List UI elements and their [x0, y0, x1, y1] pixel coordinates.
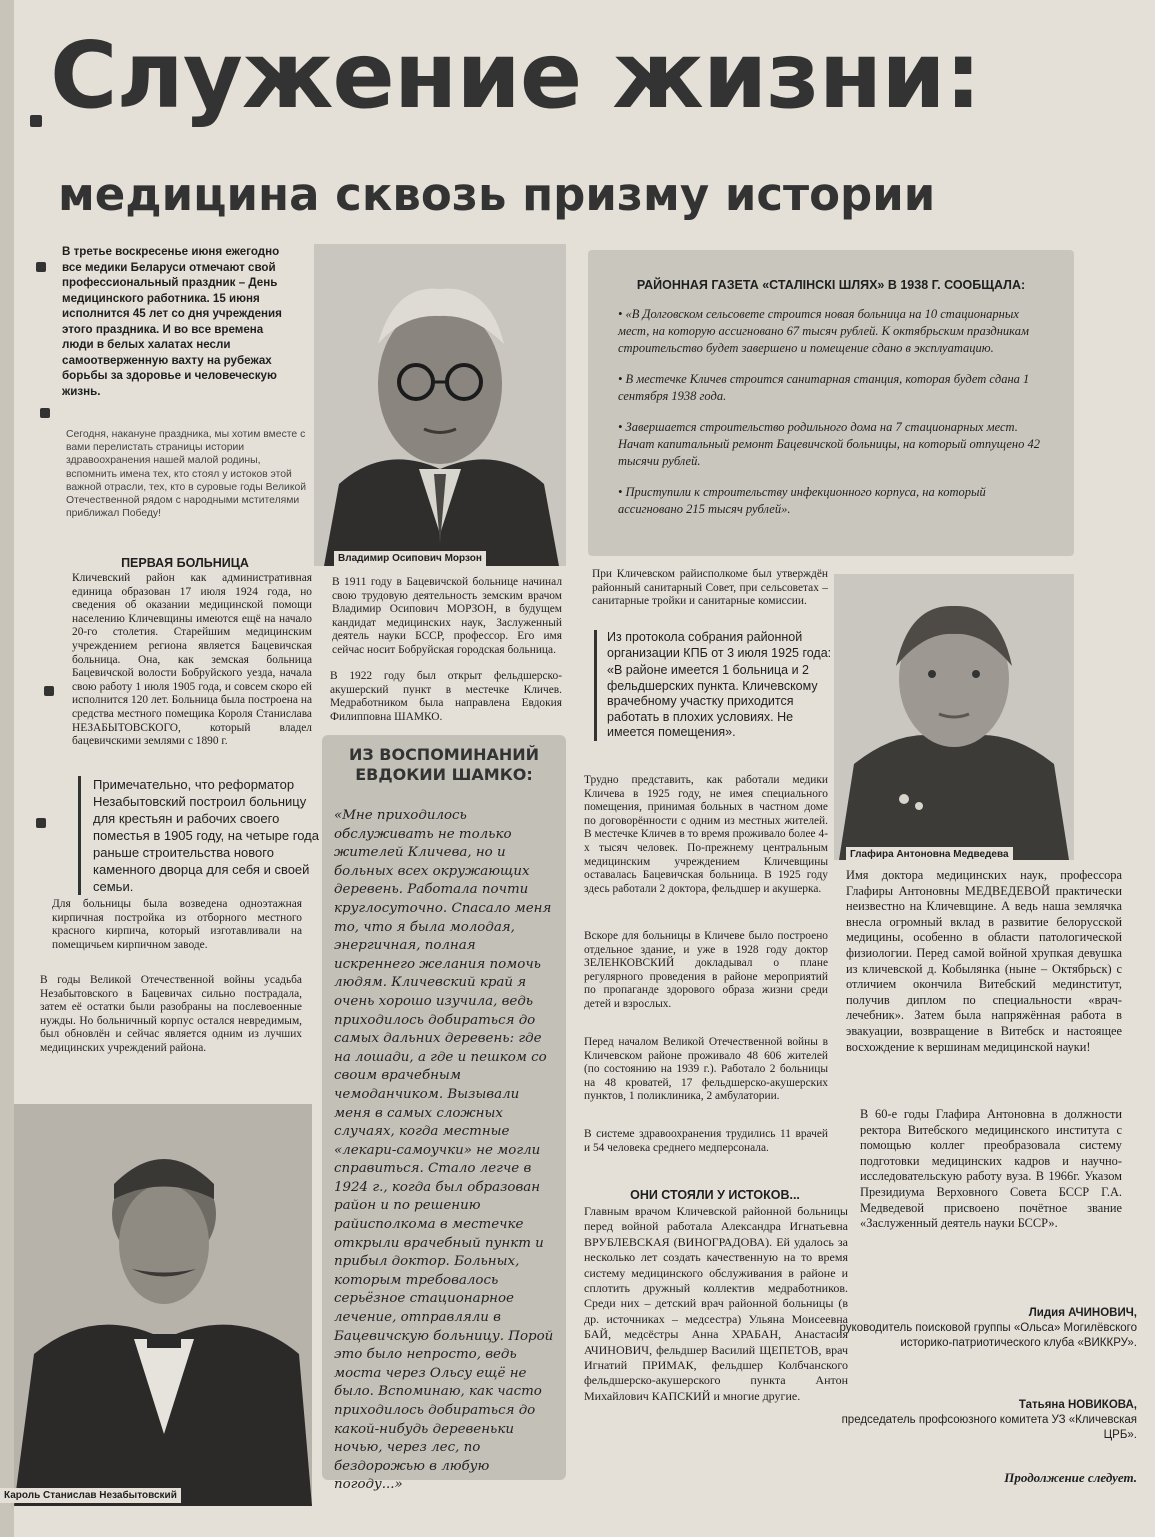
adjacent-page-edge [0, 0, 14, 1537]
newsbox-item: • Завершается строительство родильного дома на 7 стационарных мест. Начат капитальный ремонт Бацевичской больницы, на который отпущено 42 тысячи рублей. [618, 420, 1040, 468]
morzon-photo [314, 244, 566, 566]
nezabytovsky-photo [14, 1104, 312, 1506]
middle-paragraph-1: Трудно представить, как работали медики Кличева в 1925 году, не имея специального помещения, принимая больных в частном доме по договорённости с одним из местных жителей. В местечке Кличев в то время проживало более 4-х тысяч человек. По-прежнему центральным медицинским учреждением Кличевщины оставалась Бацевичская больница. В 1925 году здесь работали 2 доктора, фельдшер и акушерка. [584, 774, 828, 895]
newspaper-1938-box [588, 250, 1074, 556]
morzon-caption: Владимир Осипович Морзон [334, 551, 486, 566]
author-2-name: Татьяна НОВИКОВА, [1018, 1399, 1137, 1411]
portrait-woman-image [834, 574, 1074, 860]
intro-bullet-icon [40, 408, 50, 418]
continued-note: Продолжение следует. [1004, 1470, 1137, 1485]
lead-bullet-icon [36, 262, 46, 272]
newsbox-item: • Приступили к строительству инфекционного корпуса, на который ассигновано 215 тысяч рублей». [618, 485, 986, 516]
newsbox-title: РАЙОННАЯ ГАЗЕТА «СТАЛІНСКІ ШЛЯХ» В 1938 Г. СООБЩАЛА: [636, 278, 1026, 292]
section-bullet-icon [44, 686, 54, 696]
author-1-name: Лидия АЧИНОВИЧ, [1028, 1307, 1137, 1319]
title-bullet-icon [30, 115, 42, 127]
protocol-intro: Из протокола собрания районной организации КПБ от 3 июля 1925 года: [607, 630, 832, 660]
medvedeva-caption: Глафира Антоновна Медведева [846, 847, 1013, 862]
brick-paragraph: Для больницы была возведена одноэтажная кирпичная постройка из отборного местного красного кирпича, который изготавливали на помещичьем кирпичном заводе. [52, 898, 302, 951]
lead-paragraph: В третье воскресенье июня ежегодно все медики Беларуси отмечают свой профессиональный праздник – День медицинского работника. 15 июня исполнится 45 лет со дня учреждения этого праздника. И во все времена люди в белых халатах несли самоотверженную вахту на рубежах борьбы за здоровье и человеческую жизнь. [62, 245, 282, 398]
section-heading-first-hospital: ПЕРВАЯ БОЛЬНИЦА [121, 556, 249, 570]
medvedeva-photo [834, 574, 1074, 860]
middle-paragraph-3: Перед началом Великой Отечественной войны в Кличевском районе проживало 48 606 жителей (по состоянию на 1939 г.). Работало 2 больницы на 48 кроватей, 17 фельдшерско-акушерских пунктов, 1 поликлиника, 2 амбулатории. [584, 1036, 828, 1103]
middle-paragraph-2: Вскоре для больницы в Кличеве было построено отдельное здание, и уже в 1928 году доктор ЗЕЛЕНКОВСКИЙ докладывал о плане регулярного проведения в районе мероприятий по пропаганде здорового образа жизни среди детей и взрослых. [584, 930, 828, 1010]
party-protocol-quote [594, 630, 839, 741]
shamko-memoir-box [322, 735, 566, 1493]
middle-paragraph-4: В системе здравоохранения трудились 11 врачей и 54 человека среднего медперсонала. [584, 1128, 828, 1154]
author-2-role: председатель профсоюзного комитета УЗ «Кличевская ЦРБ». [841, 1414, 1137, 1441]
quote-bullet-icon [36, 818, 46, 828]
intro-paragraph: Сегодня, накануне праздника, мы хотим вместе с вами перелистать страницы истории здравоохранения нашей малой родины, вспомнить имена тех, кто стоял у истоков этой важной отрасли, тех, кто в суровые годы Великой Отечественной рядом с народными мстителями приближал Победу! [66, 429, 307, 520]
war-paragraph: В годы Великой Отечественной войны усадьба Незабытовского в Бацевичах сильно пострадала, затем её остатки были разобраны на послевоенные нужды. Но больничный корпус остался невредимым, был обновлён и сейчас является одним из лучших медицинских учреждений района. [40, 974, 302, 1054]
reformer-quote: Примечательно, что реформатор Незабытовский построил больницу для крестьян и рабочих своего поместья в 1905 году, на четыре года раньше строительства нового каменного дворца для себя и своей семьи. [78, 776, 323, 895]
memoir-title: ИЗ ВОСПОМИНАНИЙ ЕВДОКИИ ШАМКО: [348, 745, 540, 784]
page-subtitle: медицина сквозь призму истории [58, 168, 936, 221]
author-signature-2 [837, 1398, 1137, 1443]
feldsher-paragraph: В 1922 году был открыт фельдшерско-акушерский пункт в местечке Кличев. Медработником была направлена Евдокия Филипповна ШАМКО. [330, 670, 562, 723]
morzon-paragraph: В 1911 году в Бацевичской больнице начинал свою трудовую деятельность земским врачом Владимир Осипович МОРЗОН, в будущем кандидат медицинских наук, Заслуженный деятель науки БССР, профессор. Его имя сейчас носит Бобруйская городская больница. [332, 576, 562, 656]
medvedeva-paragraph-2: В 60-е годы Глафира Антоновна в должности ректора Витебского медицинского института с помощью коллег преобразовала систему подготовки медицинских кадров и научно-исследовательскую работу вуза. В 1966г. Указом Президиума Верховного Совета БССР Г.А. Медведевой присвоено почётное звание «Заслуженный деятель науки БССР». [860, 1107, 1122, 1231]
protocol-quote-text: «В районе имеется 1 больница и 2 фельдшерских пункта. Кличевскому врачебному участку приходится работать в плохих условиях. Не имеется помещения». [607, 663, 818, 739]
author-signature-1 [837, 1306, 1137, 1351]
medvedeva-paragraph-1: Имя доктора медицинских наук, профессора Глафиры Антоновны МЕДВЕДЕВОЙ практически неизвестно на Кличевщине. А ведь наша землячка внесла огромный вклад в развитие белорусской медицины, особенно в области патологической физиологии. Перед самой войной хрупкая девушка из кличевской д. Кобылянка (ныне – Октябрьск) с отличием окончила Витебский мединститут, получив диплом по специальности «врач-лечебник». Затем была напряжённая работа в эвакуации, возвращение в Витебск и настоящее восхождение к вершинам медицинской науки! [846, 868, 1122, 1054]
portrait-man-mustache-image [14, 1104, 312, 1506]
first-hospital-paragraph: Кличевский район как административная единица образован 17 июля 1924 года, но сведения об оказании медицинской помощи населению Кличевщины имеются ещё на начало 20-го столетия. Старейшим медицинским учреждением региона является Бацевичская больница. Она, как земская больница Бацевичской волости Бобруйского уезда, начала свою работу 1 июля 1905 года, и совсем скоро ей исполнится 120 лет. Больница была построена на средства местного помещика Короля Станислава НЕЗАБЫТОВСКОГО, который владел бацевичскими землями с 1890 г. [72, 572, 312, 748]
nezabytovsky-caption: Кароль Станислав Незабытовский [0, 1488, 181, 1503]
page-title: Служение жизни: [50, 22, 981, 129]
author-1-role: руководитель поисковой группы «Ольса» Могилёвского историко-патриотического клуба «ВИККРУ». [839, 1322, 1137, 1349]
newsbox-item: • «В Долговском сельсовете строится новая больница на 10 стационарных мест, на которую ассигновано 67 тысяч рублей. К октябрьским праздникам строительство будет завершено и помещение сдано в эксплуатацию. [618, 307, 1029, 355]
memoir-text: «Мне приходилось обслуживать не только жителей Кличева, но и больных всех окружающих деревень. Работала почти круглосуточно. Спасало меня то, что я была молодая, энергичная, полная искреннего желания помочь людям. Кличевский край я очень хорошо изучила, ведь приходилось добираться до самых дальних деревень: где на лошади, а где и пешком со своим врачебным чемоданчиком. Вызывали меня в самых сложных случаях, когда местные «лекари-самоучки» не могли справиться. Стало легче в 1924 г., когда был образован район и по решению райисполкома в местечке открыли врачебный пункт и прибыл доктор. Больных, которым требовалось серьёзное стационарное лечение, отправляли в Бацевичскую больницу. Порой это было непросто, ведь моста через Ольсу ещё не было. Вспоминаю, как часто приходилось добираться до какой-нибудь деревеньки ночью, через лес, по бездорожью в любую погоду...» [334, 808, 554, 1493]
portrait-man-glasses-image [314, 244, 566, 566]
origins-paragraph: Главным врачом Кличевской районной больницы перед войной работала Александра Игнатьевна ВРУБЛЕВСКАЯ (ВИНОГРАДОВА). Ей удалось за несколько лет создать качественную на то время систему медицинского обслуживания в районе и сплотить дружный коллектив медработников. Среди них – детский врач районной больницы (в др. источниках – медсестра) Ульяна Моисеевна БАЙ, медсёстры Анна ХРАБАН, Анастасия АЧИНОВИЧ, фельдшер Василий ЩЕПЕТОВ, врач Игнатий ПРИМАК, фельдшер Колбчанского фельдшерско-акушерского пункта Антон Михайлович КАПСКИЙ и многие другие. [584, 1204, 848, 1403]
newsbox-item: • В местечке Кличев строится санитарная станция, которая будет сдана 1 сентября 1938 года. [618, 372, 1030, 403]
sanitary-council-paragraph: При Кличевском райисполкоме был утверждён районный санитарный Совет, при сельсоветах – санитарные тройки и санитарные комиссии. [592, 568, 828, 608]
section-heading-origins: ОНИ СТОЯЛИ У ИСТОКОВ... [630, 1188, 800, 1202]
